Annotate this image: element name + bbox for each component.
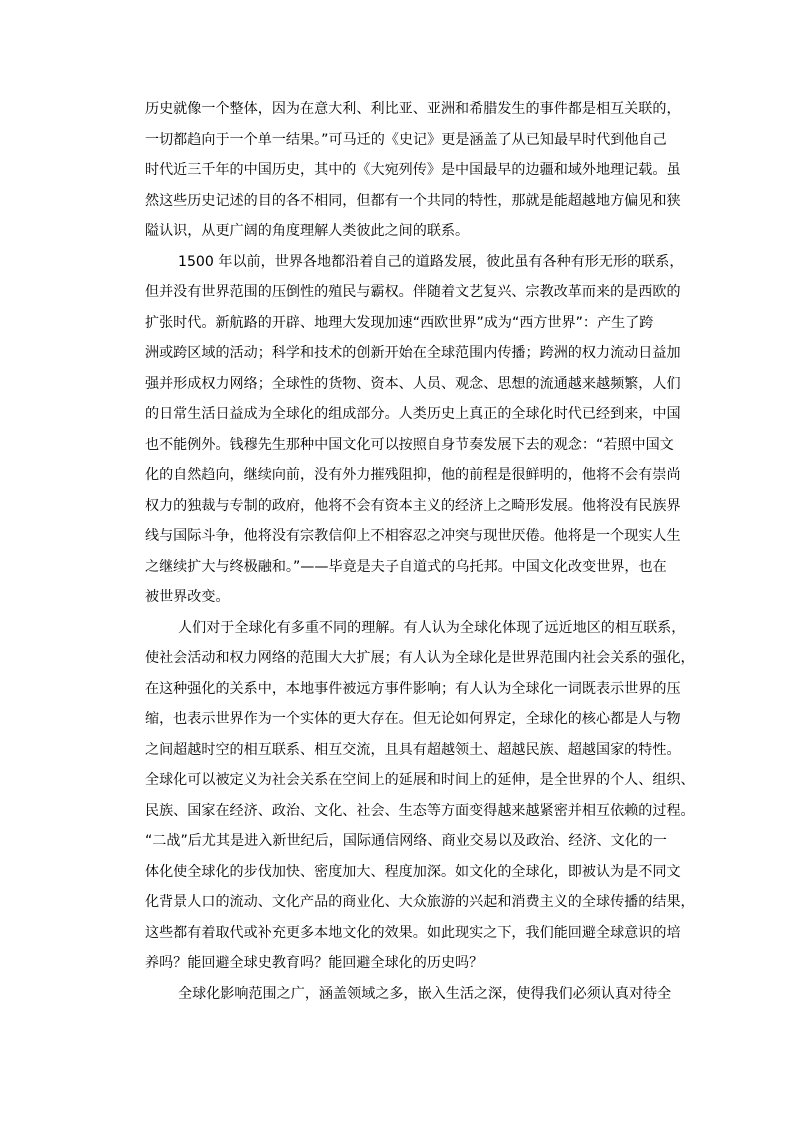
text-line: 洲或跨区域的活动；科学和技术的创新开始在全球范围内传播；跨洲的权力流动日益加 [145,345,681,361]
text-line: 历史就像一个整体，因为在意大利、利比亚、亚洲和希腊发生的事件都是相互关联的， [145,101,681,117]
text-line: 养吗？能回避全球史教育吗？能回避全球化的历史吗？ [145,955,484,971]
text-line: 线与国际斗争，他将没有宗教信仰上不相容忍之冲突与现世厌倦。他将是一个现实人生 [145,528,681,544]
text-line: 缩，也表示世界作为一个实体的更大存在。但无论如何界定，全球化的核心都是人与物 [145,711,681,727]
text-line: 一切都趋向于一个单一结果。”可马迁的《史记》更是涵盖了从已知最早时代到他自己 [145,131,667,148]
text-line: “二战”后尤其是进入新世纪后，国际通信网络、商业交易以及政治、经济、文化的一 [145,833,667,849]
paragraph-first-line: 1500 年以前，世界各地都沿着自己的道路发展，彼此虽有各种有形无形的联系， [178,253,684,270]
text-line: 隘认识，从更广阔的角度理解人类彼此之间的联系。 [145,223,470,239]
text-line: 被世界改变。 [145,589,230,605]
text-line: 但并没有世界范围的压倒性的殖民与霸权。伴随着文艺复兴、宗教改革而来的是西欧的 [145,284,681,300]
text-line: 权力的独裁与专制的政府，他将不会有资本主义的经济上之畸形发展。他将没有民族界 [145,497,681,514]
text-line: 然这些历史记述的目的各不相同，但都有一个共同的特性，那就是能超越地方偏见和狭 [145,192,681,209]
text-line: 全球化可以被定义为社会关系在空间上的延展和时间上的延伸，是全世界的个人、组织、 [145,772,695,788]
text-line: 化背景人口的流动、文化产品的商业化、大众旅游的兴起和消费主义的全球传播的结果， [145,894,695,910]
text-line: 之继续扩大与终极融和。”——毕竟是夫子自道式的乌托邦。中国文化改变世界，也在 [145,558,667,575]
text-line: 民族、国家在经济、政治、文化、社会、生态等方面变得越来越紧密并相互依赖的过程。 [145,802,695,819]
text-line: 之间超越时空的相互联系、相互交流，且具有超越领土、超越民族、超越国家的特性。 [145,741,681,758]
text-line: 化的自然趋向，继续向前，没有外力摧残阻抑，他的前程是很鲜明的，他将不会有崇尚 [145,467,681,483]
text-line: 也不能例外。钱穆先生那种中国文化可以按照自身节奏发展下去的观念：“若照中国文 [145,436,674,453]
text-line: 时代近三千年的中国历史，其中的《大宛列传》是中国最早的边疆和域外地理记载。虽 [145,162,681,178]
paragraph-first-line: 人们对于全球化有多重不同的理解。有人认为全球化体现了远近地区的相互联系， [178,619,686,636]
paragraph-first-line: 全球化影响范围之广，涵盖领域之多，嵌入生活之深，使得我们必须认真对待全 [178,985,672,1002]
text-line: 扩张时代。新航路的开辟、地理大发现加速“西欧世界”成为“西方世界”：产生了跨 [145,314,654,331]
text-line: 这些都有着取代或补充更多本地文化的效果。如此现实之下，我们能回避全球意识的培 [145,924,681,941]
document-body [145,94,695,1009]
text-line: 使社会活动和权力网络的范围大大扩展；有人认为全球化是世界范围内社会关系的强化， [145,650,695,666]
text-line: 的日常生活日益成为全球化的组成部分。人类历史上真正的全球化时代已经到来，中国 [145,406,681,422]
text-line: 在这种强化的关系中，本地事件被远方事件影响；有人认为全球化一词既表示世界的压 [145,680,681,697]
text-line: 体化使全球化的步伐加快、密度加大、程度加深。如文化的全球化，即被认为是不同文 [145,863,681,880]
text-line: 强并形成权力网络；全球性的货物、资本、人员、观念、思想的流通越来越频繁，人们 [145,375,681,392]
